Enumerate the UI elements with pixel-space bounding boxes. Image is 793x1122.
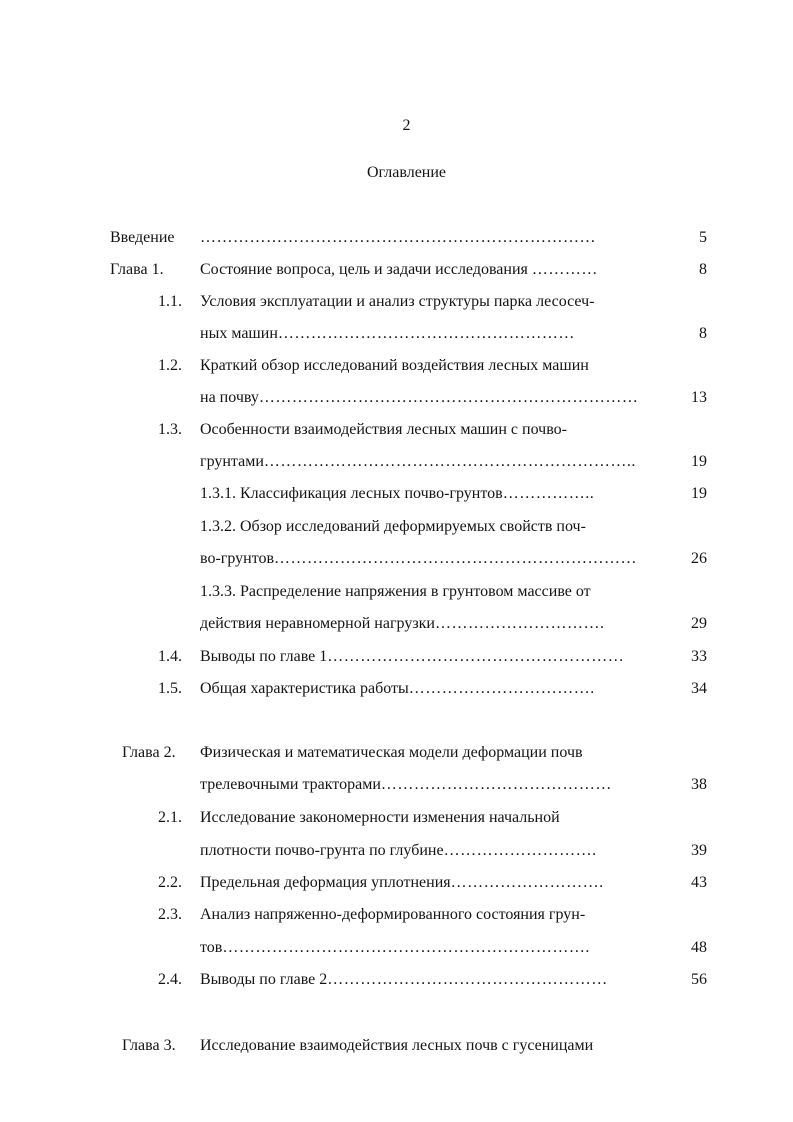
toc-page: 43 xyxy=(691,874,707,891)
page-number: 2 xyxy=(402,117,411,134)
toc-label: 1.4. xyxy=(158,648,182,665)
toc-leader: ………………………………………………………….. xyxy=(263,453,636,470)
toc-label: Глава 1. xyxy=(110,261,164,278)
toc-leader: …………………………………………………………… xyxy=(258,389,639,406)
toc-leader: …………………………. xyxy=(434,615,605,632)
toc-text: Выводы по главе 1……………………………………………… xyxy=(200,648,625,665)
toc-text: трелевочными тракторами…………………………………… xyxy=(200,776,612,793)
toc-page: 13 xyxy=(691,389,707,406)
toc-leader: …………………………………………………………. xyxy=(222,939,590,956)
toc-label: 1.5. xyxy=(158,680,182,697)
toc-label: 2.3. xyxy=(158,906,182,923)
toc-text: Исследование закономерности изменения начальной xyxy=(200,809,560,826)
toc-text: Физическая и математическая модели деформации почв xyxy=(200,744,583,761)
toc-text: Исследование взаимодействия лесных почв с гусеницами xyxy=(200,1037,594,1054)
toc-text: во-грунтов………………………………………………………… xyxy=(200,550,638,567)
toc-page: 38 xyxy=(691,776,707,793)
toc-leader: ……………………………. xyxy=(408,680,595,697)
toc-label: Глава 3. xyxy=(122,1037,176,1054)
toc-text: ных машин……………………………………………… xyxy=(200,325,575,342)
toc-leader: ………………………. xyxy=(450,874,604,891)
toc-label: 1.3. xyxy=(158,421,182,438)
toc-text: 1.3.1. Классификация лесных почво-грунтов…………….. xyxy=(200,485,595,502)
toc-leader: ………… xyxy=(531,261,598,278)
toc-leader: …………………………………… xyxy=(380,776,612,793)
toc-label: 2.4. xyxy=(158,971,182,988)
toc-text: Общая характеристика работы……………………………. xyxy=(200,680,595,697)
toc-text: на почву…………………………………………………………… xyxy=(200,389,639,406)
toc-page: 56 xyxy=(691,971,707,988)
toc-label: 1.2. xyxy=(158,357,182,374)
toc-page: 8 xyxy=(699,325,707,342)
toc-text: Краткий обзор исследований воздействия лесных машин xyxy=(200,357,589,374)
toc-page: 8 xyxy=(699,261,707,278)
toc-text: Особенности взаимодействия лесных машин с почво- xyxy=(200,421,567,438)
toc-leader: ………………………………………………………… xyxy=(274,550,638,567)
toc-text: Анализ напряженно-деформированного состояния грун- xyxy=(200,906,586,923)
toc-page: 34 xyxy=(691,680,707,697)
toc-text: тов…………………………………………………………. xyxy=(200,939,590,956)
toc-leader: …………….. xyxy=(502,485,595,502)
toc-page: 39 xyxy=(691,842,707,859)
toc-page: 48 xyxy=(691,939,707,956)
toc-label: 2.2. xyxy=(158,874,182,891)
toc-page: 33 xyxy=(691,648,707,665)
toc-text: Условия эксплуатации и анализ структуры парка лесосеч- xyxy=(200,293,595,310)
toc-leader: ………………………. xyxy=(443,842,597,859)
page-title: Оглавление xyxy=(366,164,447,181)
toc-text: 1.3.3. Распределение напряжения в грунтовом массиве от xyxy=(200,583,591,600)
toc-text: плотности почво-грунта по глубине………………………. xyxy=(200,842,597,859)
toc-text: Предельная деформация уплотнения………………………. xyxy=(200,874,604,891)
toc-label: Введение xyxy=(110,229,175,246)
toc-text: Состояние вопроса, цель и задачи исследования ………… xyxy=(200,261,598,278)
toc-text: грунтами………………………………………………………….. xyxy=(200,453,636,470)
toc-leader: …………………………………………… xyxy=(327,971,608,988)
toc-text: Выводы по главе 2…………………………………………… xyxy=(200,971,608,988)
toc-text: действия неравномерной нагрузки…………………………. xyxy=(200,615,605,632)
toc-leader: ……………………………………………… xyxy=(327,648,625,665)
toc-label: Глава 2. xyxy=(122,744,176,761)
toc-leader: ……………………………………………… xyxy=(277,325,575,342)
toc-page: 26 xyxy=(691,550,707,567)
toc-text: 1.3.2. Обзор исследований деформируемых свойств поч- xyxy=(200,518,586,535)
toc-page: 29 xyxy=(691,615,707,632)
toc-page: 5 xyxy=(699,229,707,246)
toc-label: 1.1. xyxy=(158,293,182,310)
toc-page: 19 xyxy=(691,453,707,470)
toc-page: 19 xyxy=(691,485,707,502)
toc-label: 2.1. xyxy=(158,809,182,826)
toc-leader: ……………………………………………………………… xyxy=(200,229,596,246)
